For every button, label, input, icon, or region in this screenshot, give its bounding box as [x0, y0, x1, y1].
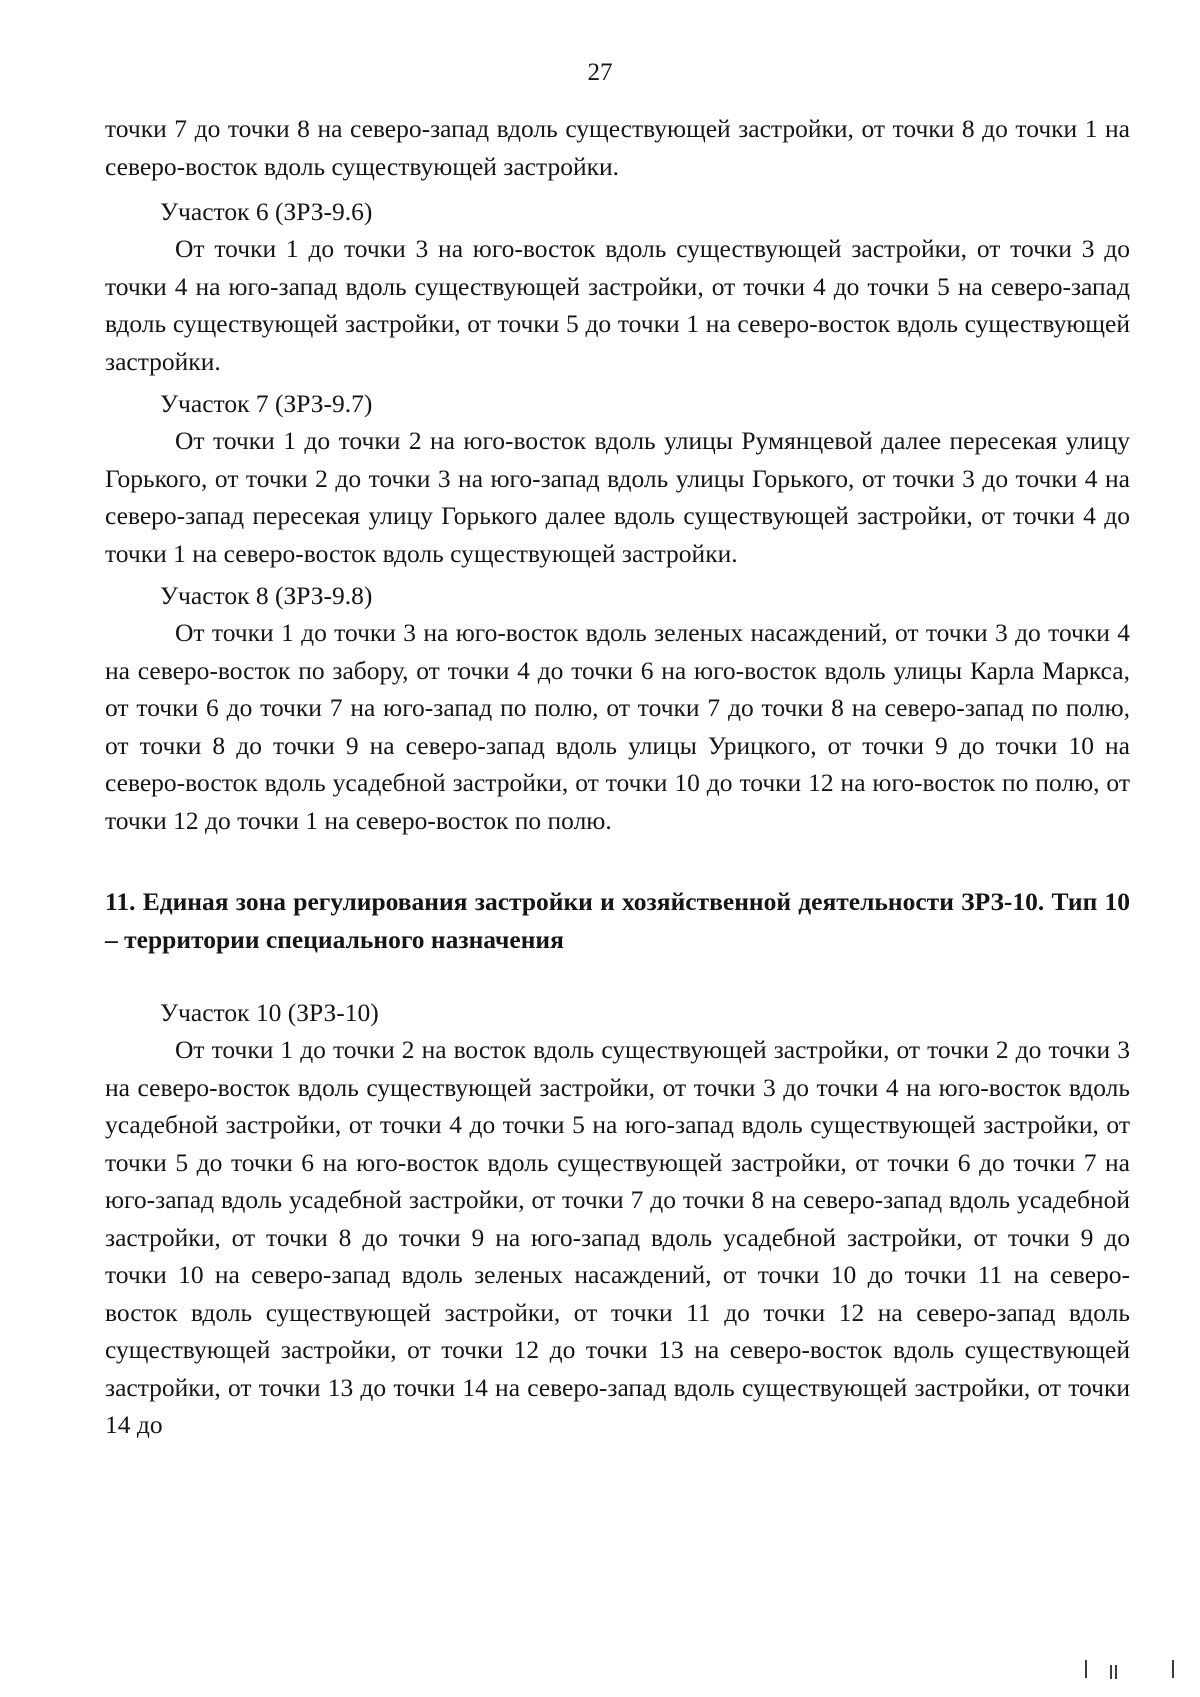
section-7-text: От точки 1 до точки 2 на юго-восток вдоль улицы Румянцевой далее пересекая улицу Горького, от точки 2 до точки 3 на юго-запад вдоль улицы Горького, от точки 3 до точки 4 на северо-запад пересекая улицу Горького далее вдоль существующей застройки, от точки 4 до точки 1 на северо-восток вдоль существующей застройки.	[105, 426, 1130, 568]
section-8-heading: Участок 8 (ЗРЗ-9.8)	[160, 581, 373, 610]
scan-mark	[1085, 1660, 1087, 1678]
scan-mark	[1172, 1660, 1174, 1678]
scan-mark	[1110, 1665, 1112, 1679]
page-number: 27	[587, 59, 613, 86]
section-6-text: От точки 1 до точки 3 на юго-восток вдоль существующей застройки, от точки 3 до точки 4 на юго-запад вдоль существующей застройки, от точки 4 до точки 5 на северо-запад вдоль существующей застройки, от точки 5 до точки 1 на северо-восток вдоль существующей застройки.	[105, 234, 1130, 376]
section-7-heading: Участок 7 (ЗРЗ-9.7)	[160, 389, 373, 418]
section-6-heading: Участок 6 (ЗРЗ-9.6)	[160, 197, 373, 226]
zone-title: 11. Единая зона регулирования застройки и хозяйственной деятельности ЗРЗ-10. Тип 10 – территории специального назначения	[105, 887, 1130, 954]
intro-paragraph: точки 7 до точки 8 на северо-запад вдоль существующей застройки, от точки 8 до точки 1 на северо-восток вдоль существующей застройки.	[105, 114, 1130, 181]
section-10-text: От точки 1 до точки 2 на восток вдоль существующей застройки, от точки 2 до точки 3 на северо-восток вдоль существующей застройки, от точки 3 до точки 4 на юго-восток вдоль усадебной застройки, от точки 4 до точки 5 на юго-запад вдоль существующей застройки, от точки 5 до точки 6 на юго-восток вдоль существующей застройки, от точки 6 до точки 7 на юго-запад вдоль усадебной застройки, от точки 7 до точки 8 на северо-запад вдоль усадебной застройки, от точки 8 до точки 9 на юго-запад вдоль усадебной застройки, от точки 9 до точки 10 на северо-запад вдоль зеленых насаждений, от точки 10 до точки 11 на северо-восток вдоль существующей застройки, от точки 11 до точки 12 на северо-запад вдоль существующей застройки, от точки 12 до точки 13 на северо-восток вдоль существующей застройки, от точки 13 до точки 14 на северо-запад вдоль существующей застройки, от точки 14 до	[105, 1035, 1130, 1439]
section-10-heading: Участок 10 (ЗРЗ-10)	[160, 998, 379, 1027]
section-8-text: От точки 1 до точки 3 на юго-восток вдоль зеленых насаждений, от точки 3 до точки 4 на северо-восток по забору, от точки 4 до точки 6 на юго-восток вдоль улицы Карла Маркса, от точки 6 до точки 7 на юго-запад по полю, от точки 7 до точки 8 на северо-запад по полю, от точки 8 до точки 9 на северо-запад вдоль улицы Урицкого, от точки 9 до точки 10 на северо-восток вдоль усадебной застройки, от точки 10 до точки 12 на юго-восток по полю, от точки 12 до точки 1 на северо-восток по полю.	[105, 618, 1130, 835]
scan-mark	[1115, 1665, 1117, 1679]
